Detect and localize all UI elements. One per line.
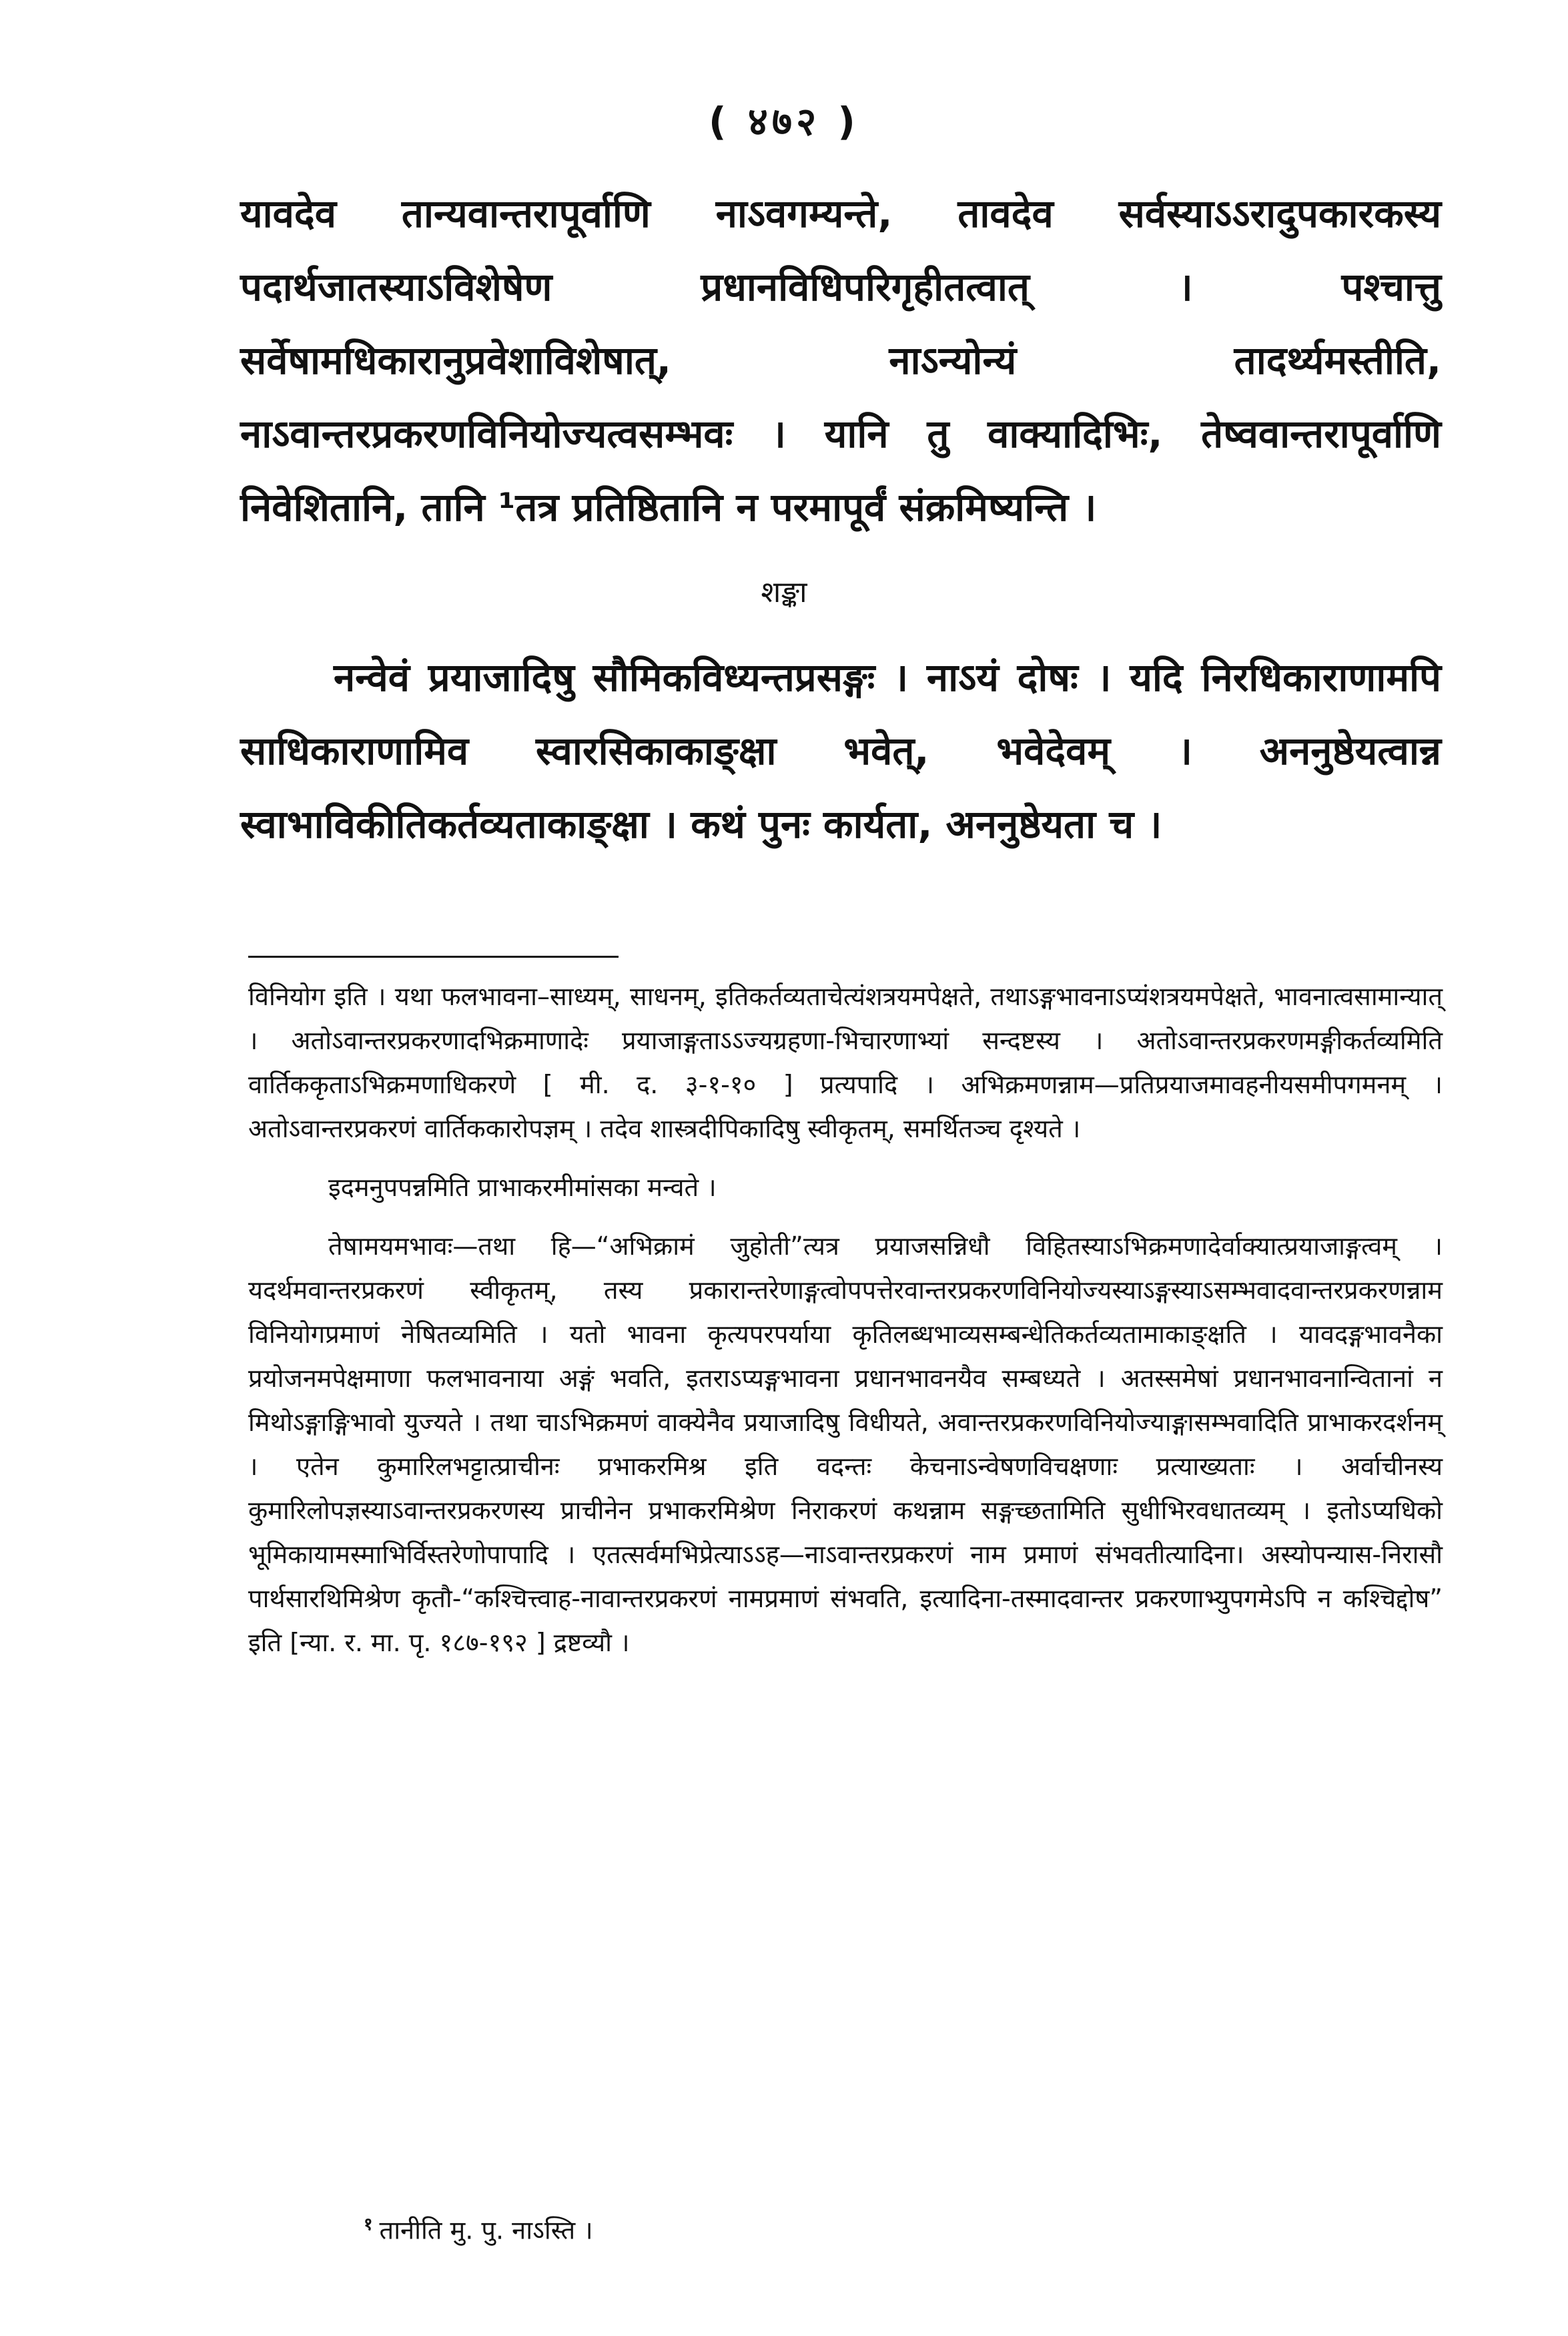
- footnote-divider: [248, 956, 619, 958]
- footnote: [364, 2203, 593, 2253]
- commentary-notes: [248, 974, 1443, 1665]
- note-prabhakara-detail: तेषामयमभावः—तथा हि—“अभिक्रामं जुहोती”त्यत्र प्रयाजसन्निधौ विहितस्याऽभिक्रमणादेर्वाक्यात्प्रयाजाङ्गत्वम् । यदर्थमवान्तरप्रकरणं स्वीकृतम्, तस्य प्रकारान्तरेणाङ्गत्वोपपत्तेरवान्तरप्रकरणविनियोज्यस्याऽङ्गस्याऽसम्भवादवान्तरप्रकरणन्नाम विनियोगप्रमाणं नेषितव्यमिति । यतो भावना कृत्यपरपर्याया कृतिलब्धभाव्यसम्बन्धेतिकर्तव्यतामाकाङ्क्षति । यावदङ्गभावनैका प्रयोजनमपेक्षमाणा फलभावनाया अङ्गं भवति, इतराऽप्यङ्गभावना प्रधानभावनयैव सम्बध्यते । अतस्समेषां प्रधानभावनान्वितानां न मिथोऽङ्गाङ्गिभावो युज्यते । तथा चाऽभिक्रमणं वाक्येनैव प्रयाजादिषु विधीयते, अवान्तरप्रकरणविनियोज्याङ्गासम्भवादिति प्राभाकरदर्शनम् । एतेन कुमारिलभट्टात्प्राचीनः प्रभाकरमिश्र इति वदन्तः केचनाऽन्वेषणविचक्षणाः प्रत्याख्यताः । अर्वाचीनस्य कुमारिलोपज्ञस्याऽवान्तरप्रकरणस्य प्राचीनेन प्रभाकरमिश्रेण निराकरणं कथन्नाम सङ्गच्छतामिति सुधीभिरवधातव्यम् । इतोऽप्यधिको भूमिकायामस्माभिर्विस्तरेणोपापादि । एतत्सर्वमभिप्रेत्याऽऽह—नाऽवान्तरप्रकरणं नाम प्रमाणं संभवतीत्यादिना। अस्योपन्यास-निरासौ पार्थसारथिमिश्रेण कृतौ-“कश्चित्त्वाह-नावान्तरप्रकरणं नामप्रमाणं संभवति, इत्यादिना-तस्मादवान्तर प्रकरणाभ्युपगमेऽपि न कश्चिद्दोष” इति [न्या. र. मा. पृ. १८७-१९२ ] द्रष्टव्यौ ।: [248, 1231, 1443, 1657]
- footnote-text: तानीति मु. पु. नाऽस्ति ।: [379, 2215, 593, 2245]
- shanka-heading: शङ्का: [761, 575, 807, 609]
- page-number: ( ४७२ ): [709, 99, 859, 144]
- shanka-text-block: [240, 641, 1441, 861]
- main-text-block: [240, 177, 1441, 544]
- note-prabhakara-view: इदमनुपपन्नमिति प्राभाकरमीमांसका मन्वते ।: [328, 1173, 717, 1202]
- note-vinivoga: विनियोग इति । यथा फलभावना–साध्यम्, साधनम्, इतिकर्तव्यताचेत्यंशत्रयमपेक्षते, तथाऽङ्गभावनाऽप्यंशत्रयमपेक्षते, भावनात्वसामान्यात् । अतोऽवान्तरप्रकरणादभिक्रमाणादेः प्रयाजाङ्गताऽऽज्यग्रहणा-भिचारणाभ्यां सन्दष्टस्य । अतोऽवान्तरप्रकरणमङ्गीकर्तव्यमिति वार्तिककृताऽभिक्रमणाधिकरणे [ मी. द. ३-१-१० ] प्रत्यपादि । अभिक्रमणन्नाम—प्रतिप्रयाजमावहनीयसमीपगमनम् । अतोऽवान्तरप्रकरणं वार्तिककारोपज्ञम् । तदेव शास्त्रदीपिकादिषु स्वीकृतम्, समर्थितञ्च दृश्यते ।: [248, 982, 1443, 1143]
- footnote-marker: १: [364, 2215, 373, 2235]
- shanka-paragraph: नन्वेवं प्रयाजादिषु सौमिकविध्यन्तप्रसङ्गः । नाऽयं दोषः । यदि निरधिकाराणामपि साधिकाराणामिव स्वारसिकाकाङ्क्षा भवेत्, भवेदेवम् । अननुष्ठेयत्वान्न स्वाभाविकीतिकर्तव्यताकाङ्क्षा । कथं पुनः कार्यता, अननुष्ठेयता च ।: [240, 655, 1441, 847]
- main-paragraph: यावदेव तान्यवान्तरापूर्वाणि नाऽवगम्यन्ते, तावदेव सर्वस्याऽऽरादुपकारकस्य पदार्थजातस्याऽविशेषेण प्रधानविधिपरिगृहीतत्वात् । पश्चात्तु सर्वेषामधिकारानुप्रवेशाविशेषात्, नाऽन्योन्यं तादर्थ्यमस्तीति, नाऽवान्तरप्रकरणविनियोज्यत्वसम्भवः । यानि तु वाक्यादिभिः, तेष्ववान्तरापूर्वाणि निवेशितानि, तानि ¹तत्र प्रतिष्ठितानि न परमापूर्वं संक्रमिष्यन्ति ।: [240, 191, 1441, 530]
